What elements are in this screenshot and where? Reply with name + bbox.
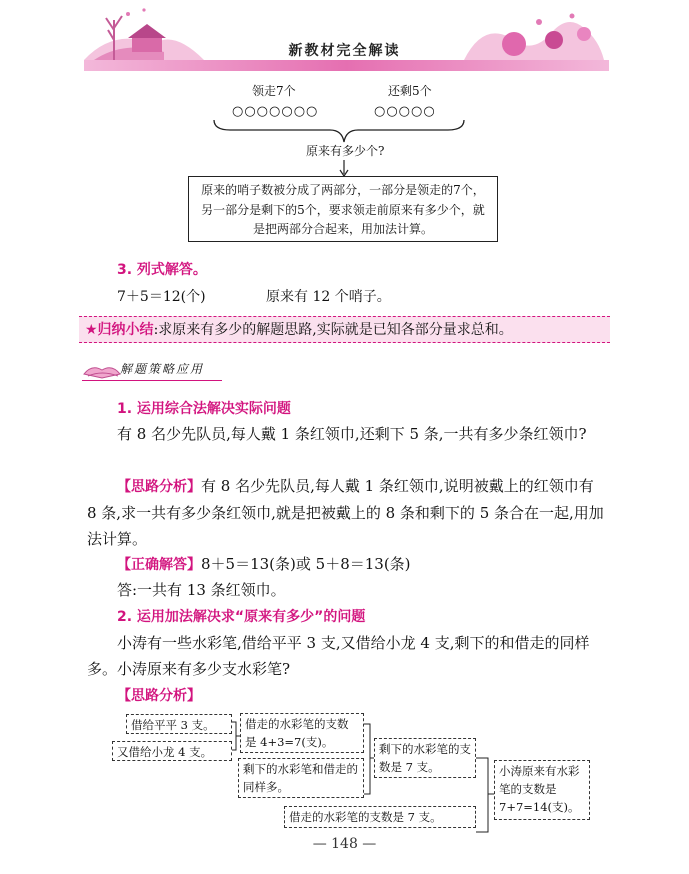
- summary-box: [79, 316, 610, 343]
- solution-label: 【正确解答】: [117, 557, 201, 573]
- problem1-answer: 答:一共有 13 条红领巾。: [117, 581, 286, 599]
- summary-text: :求原来有多少的解题思路,实际就是已知各部分量求总和。: [153, 322, 513, 338]
- analysis-text: 有 8 名少先队员,每人戴 1 条红领巾,说明被戴上的红领巾有 8 条,求一共有多少条红领巾,就是把被戴上的 8 条和剩下的 5 条合在一起,用加法计算。: [87, 477, 604, 548]
- flow-box-d: 剩下的水彩笔和借走的同样多。: [238, 758, 364, 798]
- step3-equation: 7＋5＝12(个): [117, 289, 206, 305]
- right-label: 还剩5个: [388, 84, 432, 98]
- diagram-question: 原来有多少个?: [306, 144, 385, 158]
- summary-label: ★归纳小结: [85, 322, 154, 338]
- flow-box-c: 借走的水彩笔的支数是 4+3=7(支)。: [240, 713, 364, 753]
- problem1-heading: 1. 运用综合法解决实际问题: [117, 401, 291, 417]
- problem1-solution: [117, 551, 411, 578]
- flow-box-b: 又借给小龙 4 支。: [112, 741, 232, 761]
- problem2-heading: 2. 运用加法解决求“原来有多少”的问题: [117, 609, 366, 625]
- page-number: — 148 —: [312, 836, 377, 852]
- header-title: 新教材完全解读: [288, 43, 401, 59]
- problem1-text: 有 8 名少先队员,每人戴 1 条红领巾,还剩下 5 条,一共有多少条红领巾?: [117, 425, 587, 443]
- flow-box-f: 借走的水彩笔的支数是 7 支。: [284, 806, 476, 828]
- problem2-text: 小涛有一些水彩笔,借给平平 3 支,又借给小龙 4 支,剩下的和借走的同样多。小涛原来有多少支水彩笔?: [87, 634, 590, 678]
- right-circles: ○○○○○: [374, 104, 436, 119]
- header-bar: [84, 60, 609, 71]
- left-circles: ○○○○○○○: [232, 104, 319, 119]
- flow-box-a: 借给平平 3 支。: [126, 714, 232, 734]
- step3-answer: 原来有 12 个哨子。: [266, 289, 391, 305]
- book-icon: [82, 360, 122, 380]
- solution-text: 8＋5＝13(条)或 5＋8＝13(条): [201, 555, 411, 573]
- problem1-analysis: [87, 473, 607, 552]
- section-title: 解题策略应用: [120, 362, 205, 376]
- analysis-label: 【思路分析】: [117, 479, 201, 495]
- step3-heading: 3. 列式解答。: [117, 262, 207, 278]
- left-label: 领走7个: [252, 84, 296, 98]
- section-underline: [82, 380, 222, 381]
- flow-box-e: 剩下的水彩笔的支数是 7 支。: [374, 738, 476, 778]
- problem2-analysis-label: 【思路分析】: [117, 688, 201, 704]
- explanation-box: 原来的哨子数被分成了两部分，一部分是领走的7个，另一部分是剩下的5个，要求领走前原来有多少个，就是把两部分合起来，用加法计算。: [188, 176, 498, 242]
- flow-box-g: 小涛原来有水彩笔的支数是 7+7=14(支)。: [494, 760, 590, 820]
